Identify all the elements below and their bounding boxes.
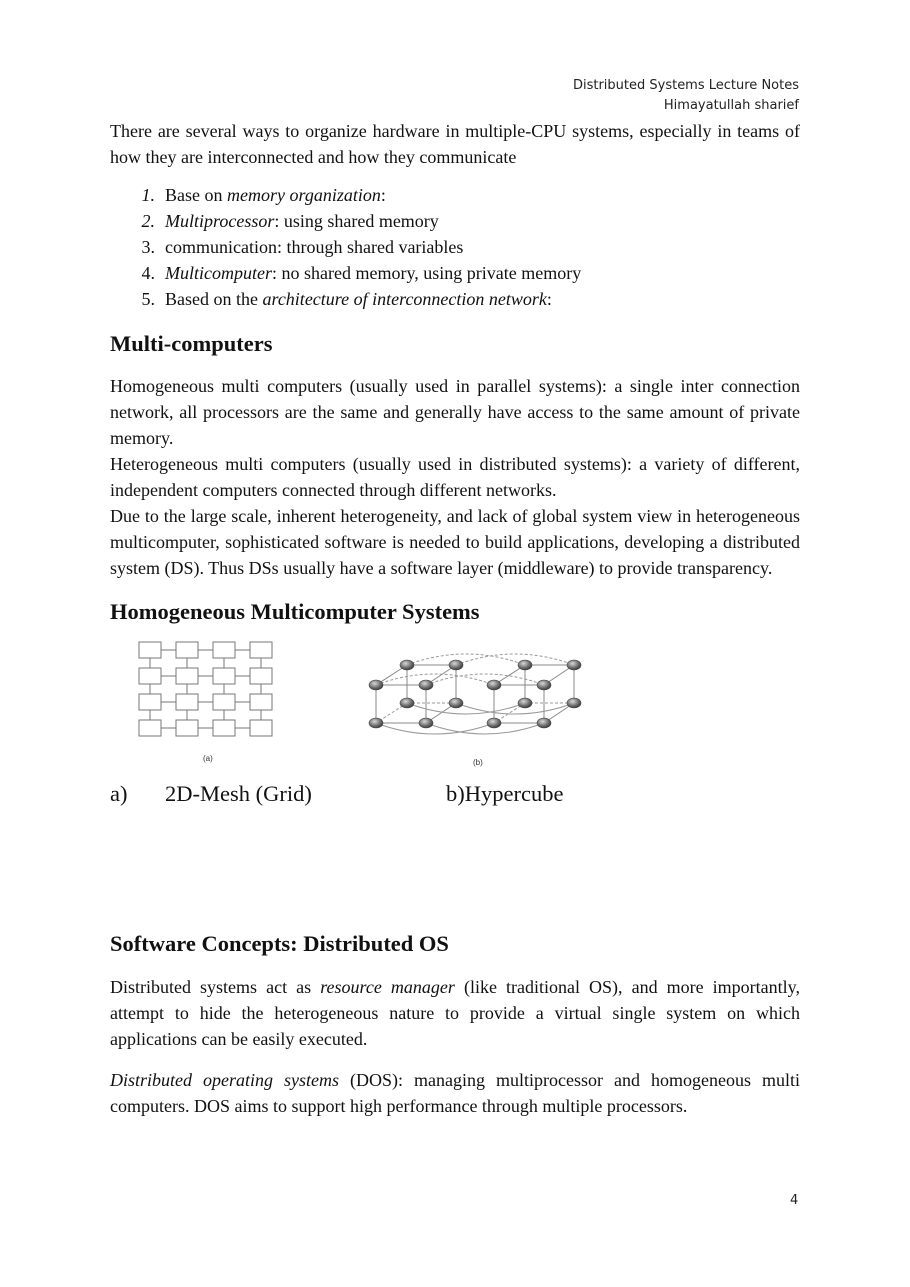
hypercube-node	[369, 680, 383, 690]
list-item	[110, 208, 800, 234]
hypercube-node	[567, 660, 581, 670]
page-number: 4	[790, 1193, 799, 1208]
page-content	[110, 118, 800, 1119]
mesh-node	[139, 642, 161, 658]
mesh-node	[213, 642, 235, 658]
mesh-node	[250, 694, 272, 710]
hypercube-node	[487, 680, 501, 690]
paragraph-dos: Distributed operating systems (DOS): managing multiprocessor and homogeneous multi computers. DOS aims to support high performance through multiple processors.	[110, 1070, 800, 1116]
paragraph-homogeneous: Homogeneous multi computers (usually used in parallel systems): a single inter connection network, all processors are the same and generally have access to the same amount of private memory.	[110, 376, 800, 448]
caption-a-text: 2D-Mesh (Grid)	[165, 781, 312, 806]
mesh-node	[176, 642, 198, 658]
mesh-node	[213, 720, 235, 736]
organization-list	[110, 182, 800, 312]
blank-space	[110, 811, 800, 929]
mesh-diagram	[136, 639, 286, 764]
hypercube-node	[419, 718, 433, 728]
hypercube-link	[456, 654, 574, 665]
hypercube-link	[426, 723, 544, 734]
mesh-node	[176, 668, 198, 684]
hypercube-node	[518, 698, 532, 708]
paragraph-resource-manager: Distributed systems act as resource manager (like traditional OS), and more importantly, attempt to hide the heterogeneous nature to provide a virtual single system on which applications can be easily executed.	[110, 977, 800, 1049]
mesh-node	[176, 694, 198, 710]
list-item	[110, 260, 800, 286]
mesh-node	[250, 642, 272, 658]
mesh-node	[250, 720, 272, 736]
hypercube-node	[400, 660, 414, 670]
hypercube-node	[518, 660, 532, 670]
hypercube-link	[426, 674, 544, 685]
hypercube-node	[537, 680, 551, 690]
mesh-node	[213, 694, 235, 710]
page-header	[573, 76, 799, 116]
figure-captions	[110, 781, 800, 811]
hypercube-node	[537, 718, 551, 728]
figure-b-label: (b)	[473, 758, 483, 767]
mesh-node	[139, 668, 161, 684]
figure-a-label: (a)	[203, 754, 213, 763]
section-heading-homogeneous: Homogeneous Multicomputer Systems	[110, 599, 480, 624]
list-text: Based on the architecture of interconnection network:	[165, 289, 552, 309]
caption-b: b)Hypercube	[446, 781, 564, 806]
section-heading-software: Software Concepts: Distributed OS	[110, 931, 449, 956]
list-number: 2.	[141, 211, 155, 231]
hypercube-node	[449, 660, 463, 670]
hypercube-link	[407, 703, 525, 714]
mesh-node	[176, 720, 198, 736]
topology-figures	[110, 639, 800, 769]
list-item	[110, 286, 800, 312]
intro-paragraph: There are several ways to organize hardware in multiple-CPU systems, especially in teams of how they are interconnected and how they communicate	[110, 121, 800, 167]
hypercube-link	[456, 703, 574, 714]
list-text: Multicomputer: no shared memory, using private memory	[165, 263, 582, 283]
hypercube-node	[400, 698, 414, 708]
list-text: Multiprocessor: using shared memory	[165, 211, 439, 231]
hypercube-node	[369, 718, 383, 728]
list-item	[110, 234, 800, 260]
hypercube-node	[419, 680, 433, 690]
hypercube-diagram	[362, 643, 592, 768]
mesh-node	[250, 668, 272, 684]
list-item	[110, 182, 800, 208]
list-number: 3.	[141, 237, 155, 257]
section-heading-multicomputers: Multi-computers	[110, 331, 273, 356]
mesh-node	[213, 668, 235, 684]
hypercube-link	[407, 654, 525, 665]
hypercube-node	[567, 698, 581, 708]
mesh-node	[139, 720, 161, 736]
list-number: 5.	[141, 289, 155, 309]
paragraph-heterogeneous: Heterogeneous multi computers (usually used in distributed systems): a variety of different, independent computers connected through different networks.	[110, 454, 800, 500]
list-number: 1.	[141, 185, 155, 205]
list-number: 4.	[141, 263, 155, 283]
header-title: Distributed Systems Lecture Notes	[572, 78, 799, 93]
hypercube-node	[449, 698, 463, 708]
caption-a-marker: a)	[110, 781, 128, 806]
mesh-node	[139, 694, 161, 710]
hypercube-node	[487, 718, 501, 728]
list-text: communication: through shared variables	[165, 237, 464, 257]
header-author: Himayatullah sharief	[663, 98, 799, 113]
list-text: Base on memory organization:	[165, 185, 386, 205]
paragraph-middleware: Due to the large scale, inherent heterogeneity, and lack of global system view in heterogeneous multicomputer, sophisticated software is needed to build applications, developing a distributed system (DS). Thus DSs usually have a software layer (middleware) to provide transparency.	[110, 506, 800, 578]
hypercube-link	[376, 723, 494, 734]
